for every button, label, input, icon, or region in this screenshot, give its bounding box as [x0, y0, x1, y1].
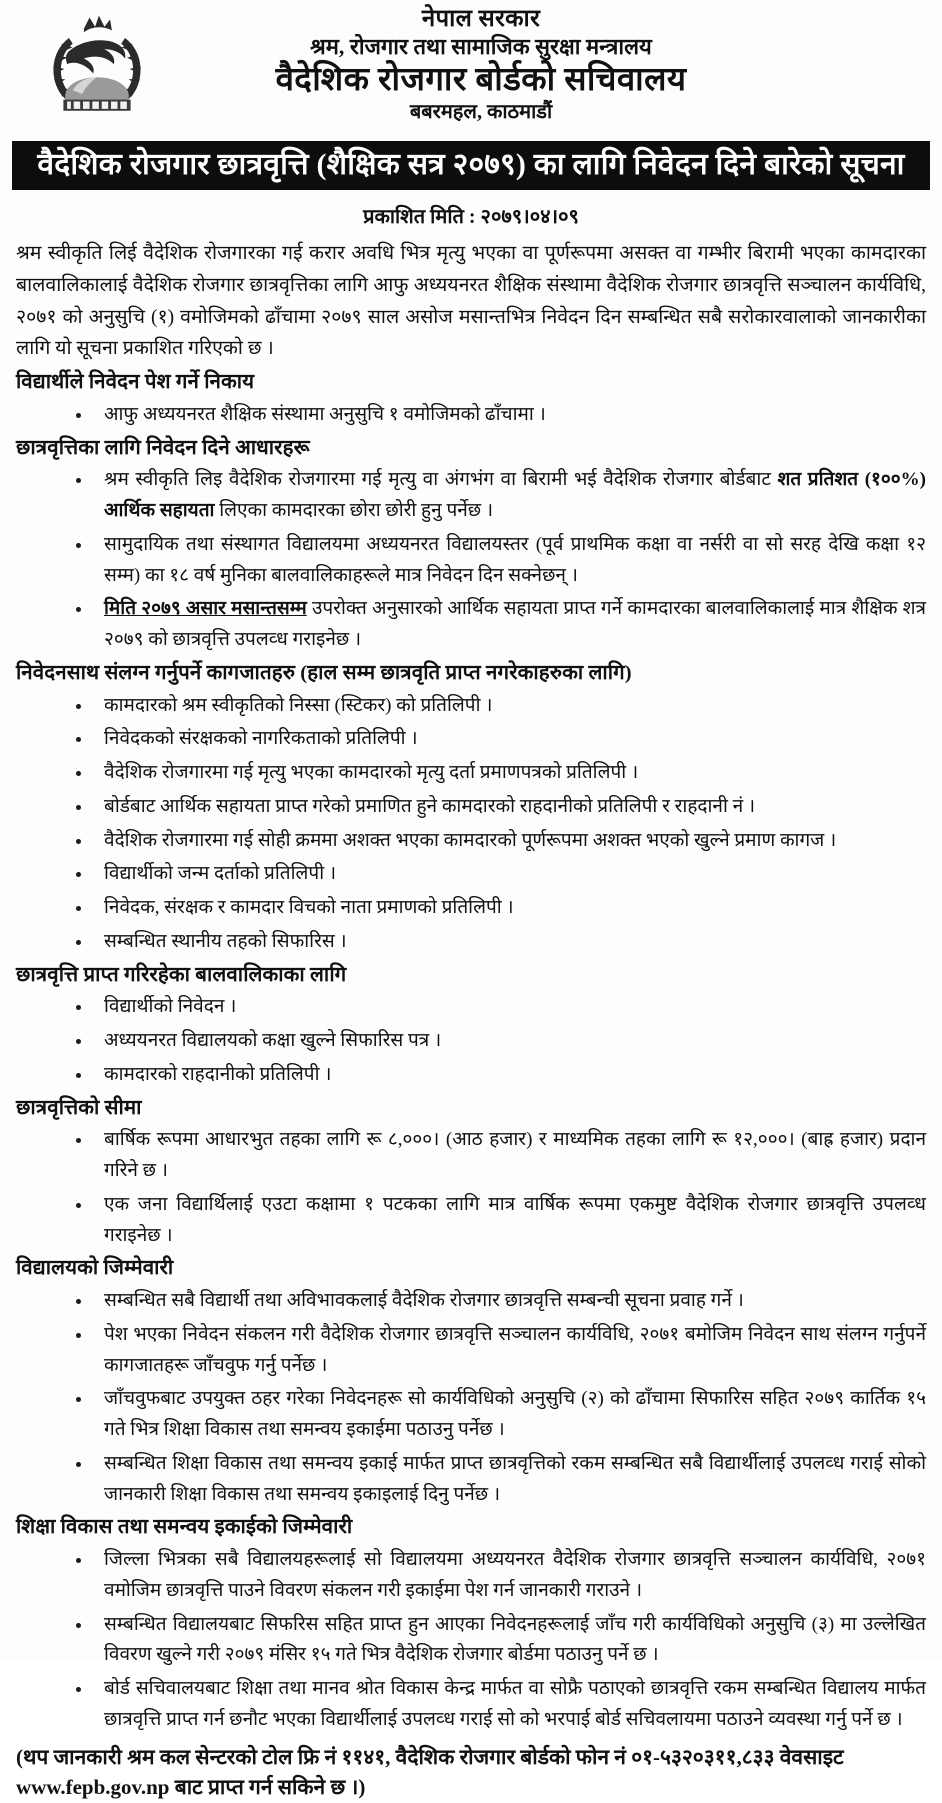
- published-date: प्रकाशित मिति : २०७९।०४।०९: [363, 206, 579, 228]
- bullet-item: जिल्ला भित्रका सबै विद्यालयहरूलाई सो विद्यालयमा अध्ययनरत वैदेशिक रोजगार छात्रवृत्ति सञ्चालन कार्यविधि, २०७१ वमोजिम छात्रवृत्ति पाउने विवरण संकलन गरी इकाईमा पेश गर्न जानकारी गराउने ।: [70, 1545, 926, 1607]
- bullet-item: अध्ययनरत विद्यालयको कक्षा खुल्ने सिफारिस पत्र ।: [70, 1026, 926, 1057]
- website-url[interactable]: www.fepb.gov.np: [16, 1775, 170, 1800]
- bullet-item: विद्यार्थीको निवेदन ।: [70, 992, 926, 1023]
- government-name: नेपाल सरकार: [421, 6, 541, 32]
- intro-paragraph: श्रम स्वीकृति लिई वैदेशिक रोजगारका गई करार अवधि भित्र मृत्यु भएका वा पूर्णरूपमा असक्त वा गम्भीर बिरामी भएका कामदारका बालवालिकालाई वैदेशिक रोजगार छात्रवृत्तिका लागि आफु अध्ययनरत शैक्षिक संस्थामा वैदेशिक रोजगार छात्रवृत्ति सञ्चालन कार्यविधि, २०७१ को अनुसुचि (१) वमोजिमको ढाँचामा २०७९ साल असोज मसान्तभित्र निवेदन दिन सम्बन्धित सबै सरोकारवालाको जानकारीका लागि यो सूचना प्रकाशित गरिएको छ ।: [16, 243, 926, 360]
- notice-banner-title: वैदेशिक रोजगार छात्रवृत्ति (शैक्षिक सत्र २०७९) का लागि निवेदन दिने बारेको सूचना: [12, 141, 930, 190]
- bullet-item: वैदेशिक रोजगारमा गई मृत्यु भएका कामदारको मृत्यु दर्ता प्रमाणपत्रको प्रतिलिपी ।: [70, 758, 926, 789]
- section-heading: छात्रवृत्तिका लागि निवेदन दिने आधारहरू: [16, 436, 310, 459]
- masthead-text: [182, 6, 930, 124]
- bullet-item: कामदारको राहदानीको प्रतिलिपी ।: [70, 1060, 926, 1091]
- bullet-item: वैदेशिक रोजगारमा गई सोही क्रममा अशक्त भएका कामदारको पूर्णरूपमा अशक्त भएको खुल्ने प्रमाण कागज ।: [70, 826, 926, 857]
- board-secretariat-name: वैदेशिक रोजगार बोर्डको सचिवालय: [275, 61, 687, 98]
- section-heading: छात्रवृत्ति प्राप्त गरिरहेका बालवालिकाका लागि: [16, 963, 347, 986]
- bullet-item: निवेदक, संरक्षक र कामदार विचको नाता प्रमाणको प्रतिलिपी ।: [70, 893, 926, 924]
- nepal-government-emblem-icon: [41, 10, 153, 122]
- section-heading: छात्रवृत्तिको सीमा: [16, 1096, 142, 1119]
- section-bullet-list: [16, 400, 926, 431]
- bullet-text-run: लिएका कामदारका छोरा छोरी हुनु पर्नेछ ।: [214, 500, 494, 521]
- bullet-text-run: उपरोक्त अनुसारको आर्थिक सहायता प्राप्त गर्ने कामदारका बालवालिकालाई मात्र शैक्षिक शत्र २०७९ को छात्रवृत्ति उपलव्ध गराइनेछ ।: [104, 598, 926, 651]
- footer-line-2-rest: बाट प्राप्त गर्न सकिने छ ।): [169, 1775, 366, 1800]
- bullet-item: [70, 594, 926, 656]
- section-heading: निवेदनसाथ संलग्न गर्नुपर्ने कागजातहरु (हाल सम्म छात्रवृति प्राप्त नगरेकाहरुका लागि): [16, 661, 632, 684]
- section-heading: विद्यार्थीले निवेदन पेश गर्ने निकाय: [16, 371, 255, 394]
- section-bullet-list: [16, 1286, 926, 1510]
- section-bullet-list: [16, 992, 926, 1090]
- sections-container: [16, 369, 926, 1736]
- bullet-item: जाँचवुफबाट उपयुक्त ठहर गरेका निवेदनहरू सो कार्यविधिको अनुसुचि (२) को ढाँचामा सिफारिस सहित २०७९ कार्तिक १५ गते भित्र शिक्षा विकास तथा समन्वय इकाईमा पठाउनु पर्नेछ ।: [70, 1384, 926, 1446]
- bullet-item: आफु अध्ययनरत शैक्षिक संस्थामा अनुसुचि १ वमोजिमको ढाँचामा ।: [70, 400, 926, 431]
- section-bullet-list: [16, 1545, 926, 1736]
- section-bullet-list: [16, 691, 926, 958]
- notice-body: [12, 238, 930, 1736]
- bullet-text-run: मिति २०७९ असार मसान्तसम्म: [104, 598, 307, 620]
- bullet-item: एक जना विद्यार्थिलाई एउटा कक्षामा १ पटकका लागि मात्र वार्षिक रूपमा एकमुष्ट वैदेशिक रोजगार छात्रवृत्ति उपलव्ध गराइनेछ ।: [70, 1190, 926, 1252]
- office-address: बबरमहल, काठमाडौं: [409, 101, 553, 124]
- bullet-item: बोर्ड सचिवालयबाट शिक्षा तथा मानव श्रोत विकास केन्द्र मार्फत वा सोफ्रै पठाएको छात्रवृत्ति रकम सम्बन्धित विद्यालय मार्फत छात्रवृत्ति प्राप्त गर्न छनौट भएका विद्यार्थीलाई उपलव्ध गराई सो को भरपाई बोर्ड सचिवलायमा पठाउने व्यवस्था गर्नु पर्ने छ ।: [70, 1674, 926, 1736]
- ministry-name: श्रम, रोजगार तथा सामाजिक सुरक्षा मन्त्रालय: [310, 33, 652, 59]
- bullet-text-run: श्रम स्वीकृति लिइ वैदेशिक रोजगारमा गई मृत्यु वा अंगभंग वा बिरामी भई वैदेशिक रोजगार बोर्डबाट: [104, 469, 778, 491]
- bullet-item: सम्बन्धित शिक्षा विकास तथा समन्वय इकाई मार्फत प्राप्त छात्रवृत्तिको रकम सम्बन्धित सबै विद्यार्थीलाई उपलव्ध गराई सोको जानकारी शिक्षा विकास तथा समन्वय इकाइलाई दिनु पर्नेछ ।: [70, 1449, 926, 1511]
- bullet-item: सामुदायिक तथा संस्थागत विद्यालयमा अध्ययनरत विद्यालयस्तर (पूर्व प्राथमिक कक्षा वा नर्सरी वा सो सरह देखि कक्षा १२ सम्म) का १८ वर्ष मुनिका बालवालिकाहरूले मात्र निवेदन दिन सक्नेछन् ।: [70, 530, 926, 592]
- bullet-item: निवेदकको संरक्षकको नागरिकताको प्रतिलिपी ।: [70, 724, 926, 755]
- bullet-text-run: शत प्रतिशत (१००%) आर्थिक सहायता: [104, 469, 926, 521]
- footer-line-1: (थप जानकारी श्रम कल सेन्टरको टोल फ्रि नं ११४१, वैदेशिक रोजगार बोर्डको फोन नं ०१-५३२०३११,८३३ वेवसाइट: [16, 1744, 844, 1769]
- section-bullet-list: [16, 1125, 926, 1251]
- bullet-item: [70, 465, 926, 527]
- bullet-item: सम्बन्धित स्थानीय तहको सिफारिस ।: [70, 927, 926, 958]
- bullet-item: सम्बन्धित सबै विद्यार्थी तथा अविभावकलाई वैदेशिक रोजगार छात्रवृत्ति सम्बन्ची सूचना प्रवाह गर्ने ।: [70, 1286, 926, 1317]
- bullet-item: बोर्डबाट आर्थिक सहायता प्राप्त गरेको प्रमाणित हुने कामदारको राहदानीको प्रतिलिपी र राहदानी नं ।: [70, 792, 926, 823]
- masthead: [12, 0, 930, 136]
- bullet-item: सम्बन्धित विद्यालयबाट सिफरिस सहित प्राप्त हुन आएका निवेदनहरूलाई जाँच गरी कार्यविधिको अनुसुचि (३) मा उल्लेखित विवरण खुल्ने गरी २०७९ मंसिर १५ गते भित्र वैदेशिक रोजगार बोर्डमा पठाउनु पर्ने छ ।: [70, 1610, 926, 1672]
- bullet-item: बार्षिक रूपमा आधारभुत तहका लागि रू ८,०००। (आठ हजार) र माध्यमिक तहका लागि रू १२,०००। (बाह्र हजार) प्रदान गरिने छ ।: [70, 1125, 926, 1187]
- section-bullet-list: [16, 465, 926, 656]
- bullet-item: कामदारको श्रम स्वीकृतिको निस्सा (स्टिकर) को प्रतिलिपी ।: [70, 691, 926, 722]
- section-heading: विद्यालयको जिम्मेवारी: [16, 1257, 174, 1280]
- footer-contact-note: [12, 1742, 930, 1803]
- emblem-container: [12, 6, 182, 122]
- bullet-item: विद्यार्थीको जन्म दर्ताको प्रतिलिपी ।: [70, 859, 926, 890]
- section-heading: शिक्षा विकास तथा समन्वय इकाईको जिम्मेवारी: [16, 1516, 353, 1539]
- bullet-item: पेश भएका निवेदन संकलन गरी वैदेशिक रोजगार छात्रवृत्ति सञ्चालन कार्यविधि, २०७१ बमोजिम निवेदन साथ संलग्न गर्नुपर्ने कागजातहरू जाँचवुफ गर्नु पर्नेछ ।: [70, 1320, 926, 1382]
